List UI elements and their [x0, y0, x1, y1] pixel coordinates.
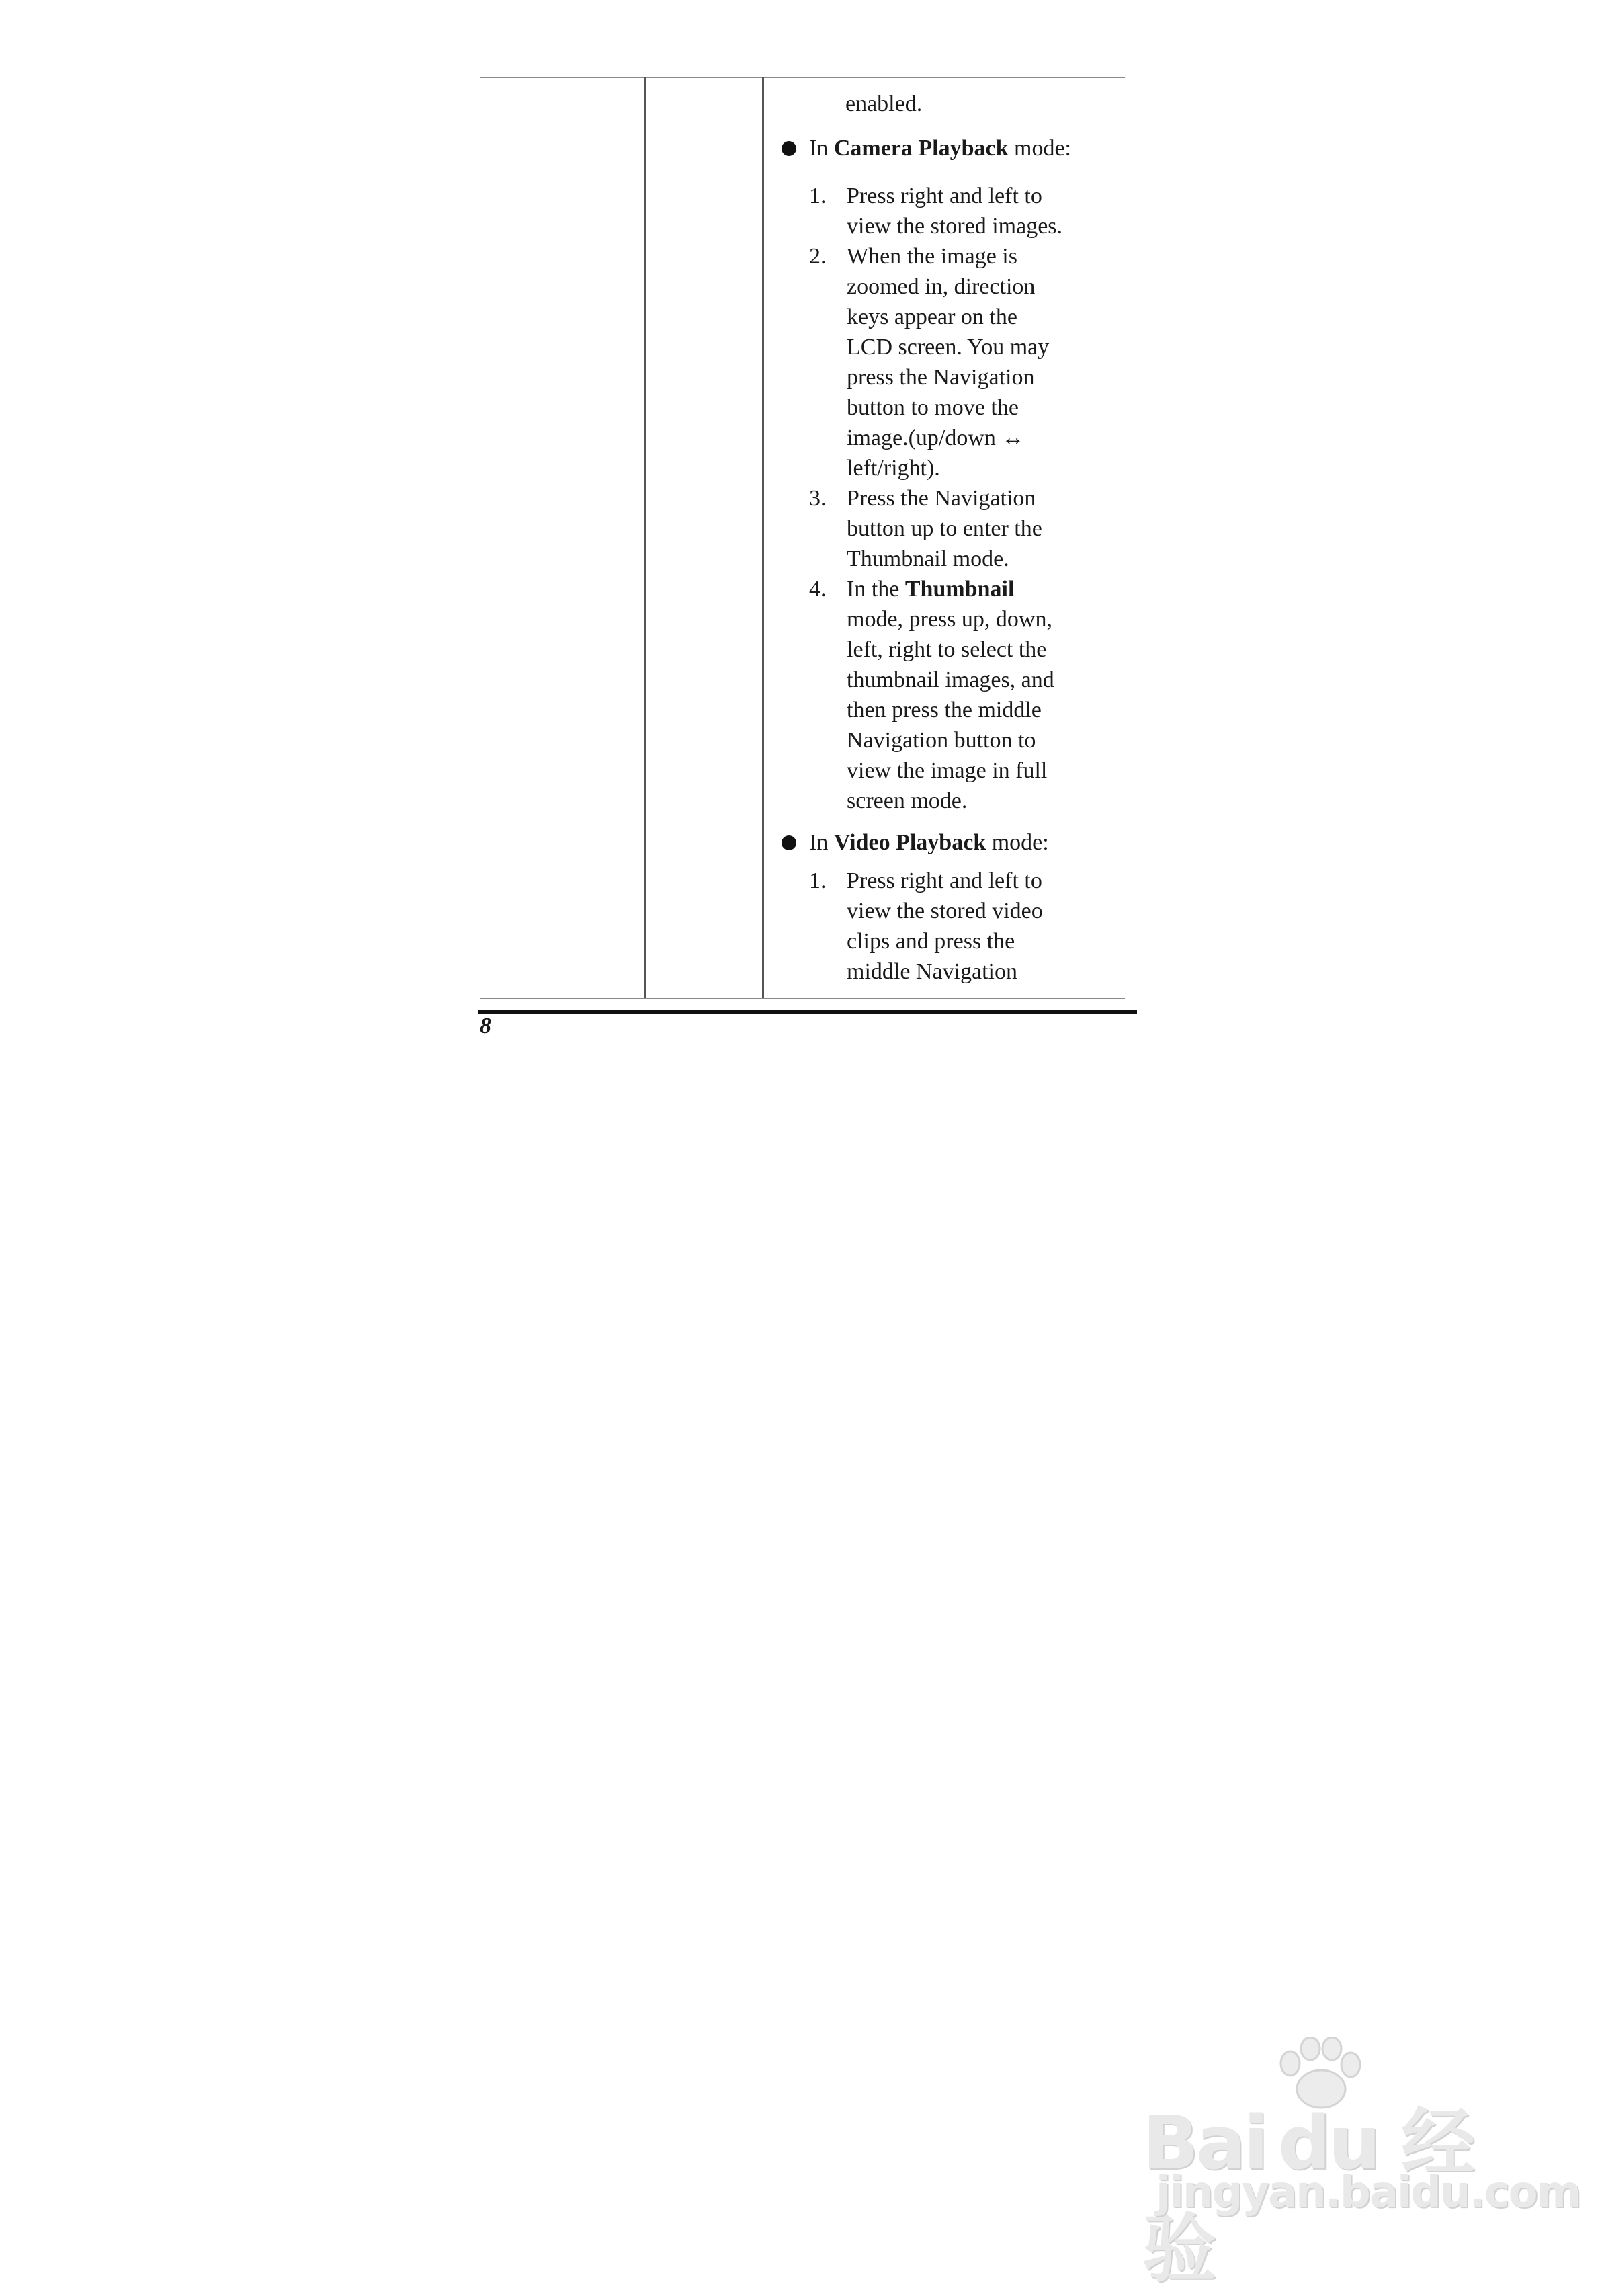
watermark-url: jingyan.baidu.com — [1156, 2168, 1581, 2217]
page-number: 8 — [480, 1014, 491, 1038]
step-line: button up to enter the — [847, 516, 1042, 541]
step-line: view the image in full — [847, 758, 1048, 783]
bullet-icon — [782, 835, 796, 850]
step-number: 2. — [809, 244, 827, 269]
video-playback-heading: In Video Playback mode: — [809, 830, 1049, 855]
table-top-rule — [480, 77, 1125, 78]
step-line: In the Thumbnail — [847, 577, 1015, 602]
continued-text: enabled. — [845, 91, 923, 116]
step-line: image.(up/down ↔ — [847, 425, 1025, 450]
step-line: then press the middle — [847, 698, 1042, 723]
step-line: press the Navigation — [847, 365, 1035, 390]
step-line: Press the Navigation — [847, 486, 1036, 511]
watermark-logo: Bai du 经验 — [1142, 2100, 1473, 2292]
step-line: zoomed in, direction — [847, 274, 1036, 299]
step-line: middle Navigation — [847, 959, 1018, 984]
step-number: 1. — [809, 183, 827, 208]
step-line: button to move the — [847, 395, 1019, 420]
step-line: clips and press the — [847, 929, 1015, 954]
table-bottom-rule — [480, 998, 1125, 999]
column-divider-1 — [644, 77, 646, 999]
step-line: Navigation button to — [847, 728, 1036, 753]
step-line: left, right to select the — [847, 637, 1047, 662]
step-number: 3. — [809, 486, 827, 511]
step-line: mode, press up, down, — [847, 607, 1052, 632]
step-number: 1. — [809, 868, 827, 893]
step-line: keys appear on the — [847, 304, 1017, 329]
step-line: view the stored images. — [847, 214, 1063, 239]
step-line: Press right and left to — [847, 183, 1042, 208]
step-line: left/right). — [847, 456, 940, 481]
step-number: 4. — [809, 577, 827, 602]
step-line: Press right and left to — [847, 868, 1042, 893]
step-line: screen mode. — [847, 788, 968, 813]
step-line: view the stored video — [847, 899, 1043, 924]
step-line: When the image is — [847, 244, 1017, 269]
footer-rule — [478, 1010, 1137, 1014]
step-line: LCD screen. You may — [847, 335, 1050, 360]
step-line: thumbnail images, and — [847, 667, 1054, 692]
camera-playback-heading: In Camera Playback mode: — [809, 136, 1071, 161]
step-line: Thumbnail mode. — [847, 546, 1009, 571]
bullet-icon — [782, 141, 796, 156]
column-divider-2 — [762, 77, 764, 999]
baidu-watermark — [1136, 2023, 1581, 2292]
